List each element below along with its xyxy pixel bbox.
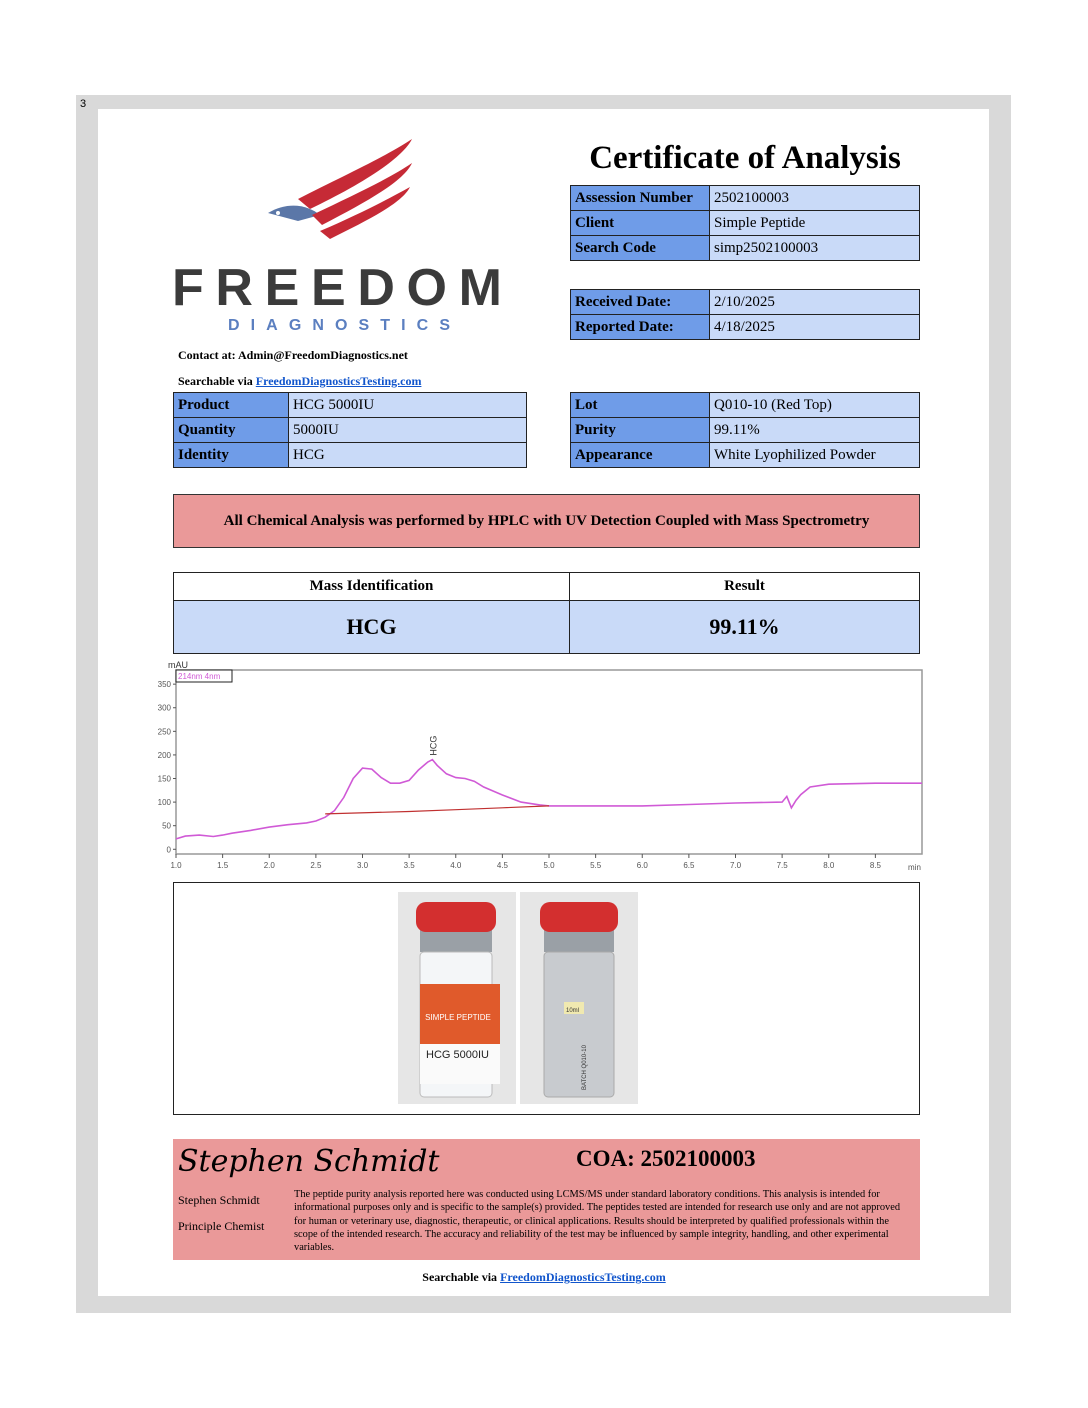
purity-value: 99.11% (710, 418, 920, 443)
product-label: Product (174, 393, 289, 418)
received-date-label: Received Date: (571, 290, 710, 315)
legend-label: 214nm 4nm (178, 672, 221, 681)
result-header: Result (570, 573, 920, 601)
chart-series (176, 736, 922, 839)
y-tick-label: 350 (157, 680, 171, 690)
coa-number: COA: 2502100003 (576, 1146, 756, 1171)
x-tick-label: 5.0 (543, 861, 555, 870)
y-tick-label: 150 (157, 774, 171, 784)
handwritten-signature: Stephen Schmidt (178, 1144, 440, 1179)
chart-xlabel: min (908, 863, 921, 872)
page-title: Certificate of Analysis (589, 140, 901, 176)
table-row (174, 573, 920, 601)
signer-name: Stephen Schmidt (178, 1193, 260, 1207)
footer-link[interactable]: FreedomDiagnosticsTesting.com (500, 1270, 666, 1284)
chromatogram-trace (176, 760, 922, 839)
x-tick-label: 4.5 (496, 861, 508, 870)
x-tick-label: 6.0 (636, 861, 648, 870)
x-tick-label: 5.5 (590, 861, 602, 870)
brand-subtitle: DIAGNOSTICS (228, 317, 450, 334)
vial-back-photo (520, 892, 638, 1104)
x-tick-label: 6.5 (683, 861, 695, 870)
reported-date-label: Reported Date: (571, 315, 710, 340)
brand-name: FREEDOM (172, 259, 502, 317)
x-tick-label: 3.0 (356, 861, 369, 870)
table-row (571, 443, 920, 468)
x-tick-label: 4.0 (450, 861, 462, 870)
plot-frame (176, 670, 922, 854)
table-row (174, 418, 527, 443)
y-tick-label: 100 (157, 798, 171, 808)
searchable-line (178, 374, 421, 389)
identity-label: Identity (174, 443, 289, 468)
x-tick-label: 7.0 (729, 861, 742, 870)
table-row (571, 236, 920, 261)
client-label: Client (571, 211, 710, 236)
purity-label: Purity (571, 418, 710, 443)
analysis-method-banner: All Chemical Analysis was performed by HPLC with UV Detection Coupled with Mass Spectrometry (173, 494, 920, 548)
flag-eagle-emblem (268, 139, 412, 239)
x-tick-label: 1.5 (217, 861, 229, 870)
footer-searchable (0, 1270, 1088, 1285)
y-tick-label: 300 (157, 703, 171, 713)
freedom-diagnostics-logo (170, 135, 510, 335)
table-row (571, 186, 920, 211)
vial-front-photo (398, 892, 516, 1104)
chart-ylabel: mAU (168, 660, 188, 670)
result-value: 99.11% (570, 601, 920, 654)
chart-axes (158, 680, 882, 870)
x-tick-label: 8.0 (823, 861, 835, 870)
y-tick-label: 50 (162, 821, 171, 831)
identity-value: HCG (289, 443, 527, 468)
vial-brand-label: SIMPLE PEPTIDE (425, 1013, 491, 1022)
result-table (173, 572, 920, 654)
signer-details (178, 1187, 264, 1239)
table-row (571, 315, 920, 340)
x-tick-label: 2.5 (310, 861, 322, 870)
mass-identification-value: HCG (174, 601, 570, 654)
vial-volume-label: 10ml (566, 1008, 580, 1014)
vial-cap (416, 902, 496, 932)
x-tick-label: 1.0 (170, 861, 182, 870)
vial-batch-text: BATCH Q010-10 (582, 1045, 588, 1090)
product-value: HCG 5000IU (289, 393, 527, 418)
peak-label: HCG (428, 735, 439, 756)
vial-product-text: HCG 5000IU (426, 1049, 489, 1061)
mass-identification-header: Mass Identification (174, 573, 570, 601)
table-row (571, 393, 920, 418)
x-tick-label: 8.5 (869, 861, 881, 870)
quantity-label: Quantity (174, 418, 289, 443)
product-table (173, 392, 527, 468)
baseline-line (325, 806, 549, 814)
footer-prefix: Searchable via (422, 1270, 501, 1284)
lot-value: Q010-10 (Red Top) (710, 393, 920, 418)
accession-value: 2502100003 (710, 186, 920, 211)
page-corner-mark: 3 (80, 98, 87, 110)
y-tick-label: 200 (157, 750, 171, 760)
table-row (571, 211, 920, 236)
x-tick-label: 2.0 (263, 861, 275, 870)
quantity-value: 5000IU (289, 418, 527, 443)
y-tick-label: 0 (166, 845, 171, 855)
dates-table (570, 289, 920, 340)
lot-label: Lot (571, 393, 710, 418)
client-value: Simple Peptide (710, 211, 920, 236)
contact-line: Contact at: Admin@FreedomDiagnostics.net (178, 348, 408, 362)
table-row (174, 443, 527, 468)
disclaimer-text: The peptide purity analysis reported here was conducted using LCMS/MS under standard laboratory conditions. This analysis is intended for informational purposes only and is specific to the sample(s) provided. The peptides tested are intended for research use only and are not approved for human or veterinary use, diagnostic, therapeutic, or clinical applications. Results should be interpreted by qualified professionals within the scope of the intended research. The accuracy and reliability of the test may be influenced by sample integrity, handling, and other experimental variables. (294, 1189, 901, 1254)
received-date-value: 2/10/2025 (710, 290, 920, 315)
accession-label: Assession Number (571, 186, 710, 211)
table-row (174, 393, 527, 418)
table-row (571, 418, 920, 443)
table-row (174, 601, 920, 654)
searchable-prefix: Searchable via (178, 374, 256, 388)
accession-table (570, 185, 920, 261)
search-code-value: simp2502100003 (710, 236, 920, 261)
reported-date-value: 4/18/2025 (710, 315, 920, 340)
appearance-value: White Lyophilized Powder (710, 443, 920, 468)
lot-table (570, 392, 920, 468)
vial-cap (540, 902, 618, 932)
search-code-label: Search Code (571, 236, 710, 261)
signer-role: Principle Chemist (178, 1219, 265, 1233)
hplc-chromatogram (150, 658, 930, 876)
appearance-label: Appearance (571, 443, 710, 468)
y-tick-label: 250 (157, 727, 171, 737)
x-tick-label: 7.5 (776, 861, 788, 870)
searchable-link[interactable]: FreedomDiagnosticsTesting.com (255, 374, 422, 388)
x-tick-label: 3.5 (403, 861, 415, 870)
table-row (571, 290, 920, 315)
